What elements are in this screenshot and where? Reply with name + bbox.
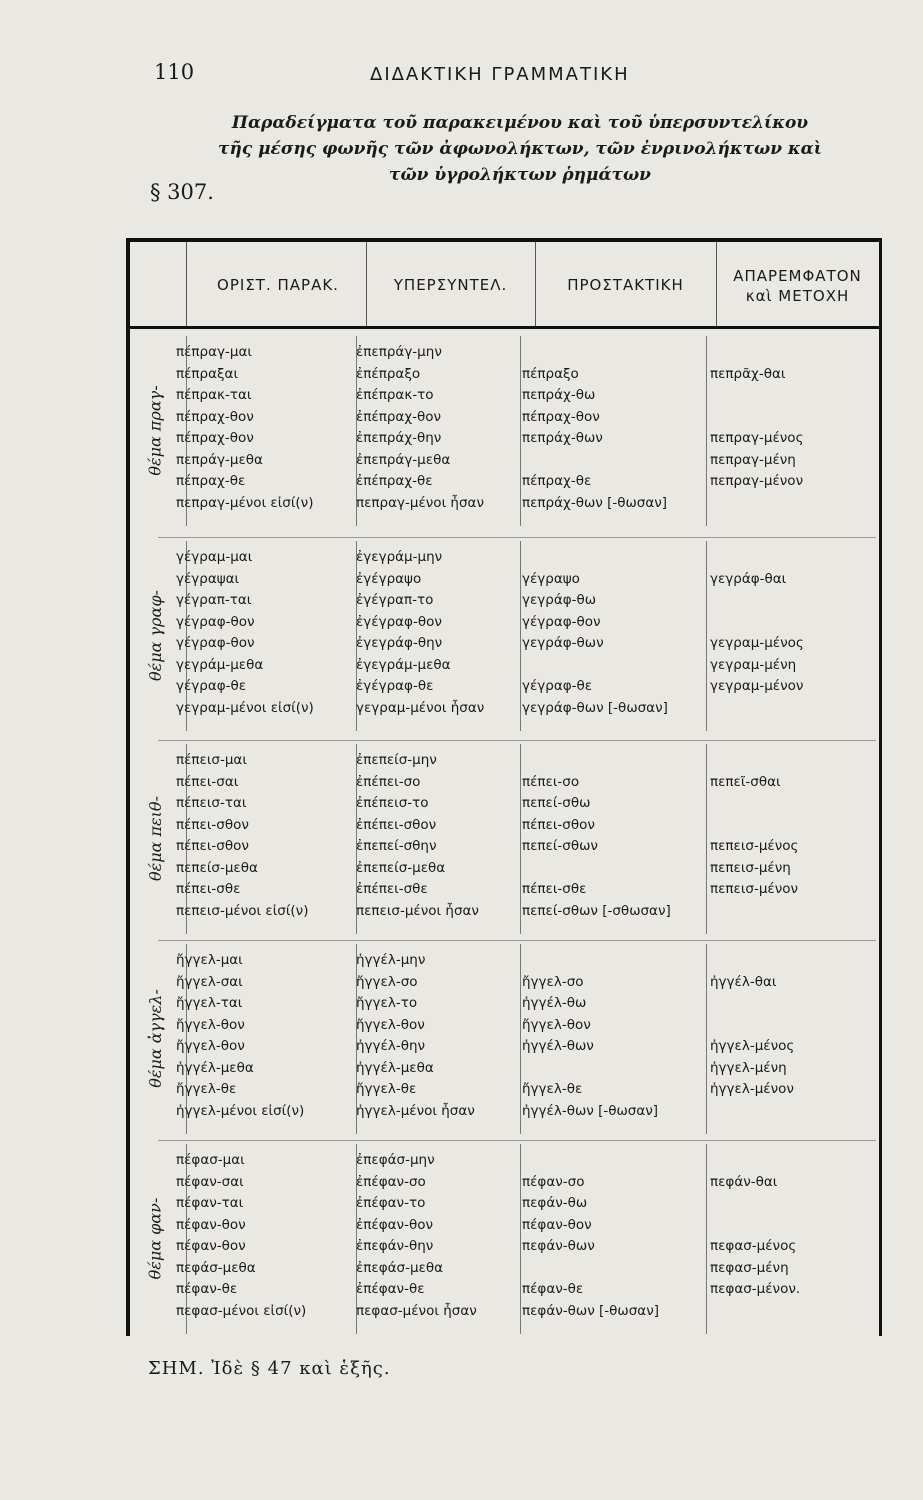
form-imperative: πέπει-σο — [522, 773, 580, 790]
form-perfect: πεπείσ-μεθα — [176, 859, 258, 876]
cell-imperative — [522, 950, 658, 1122]
form-infinitive: ἠγγελ-μένος — [710, 1038, 795, 1054]
header-infinitive-line2: καὶ ΜΕΤΟΧΗ — [745, 287, 850, 305]
form-pluperfect: ἐπέφαν-θον — [356, 1216, 433, 1233]
form-imperative: ἤγγελ-σο — [522, 973, 584, 990]
cell-pluperfect — [356, 342, 484, 514]
form-infinitive — [710, 950, 794, 972]
column-line — [706, 541, 707, 731]
form-pluperfect: ἐγεγράφ-θην — [356, 635, 443, 651]
form-infinitive — [710, 1015, 794, 1037]
cell-perfect — [176, 547, 314, 719]
form-infinitive — [710, 1150, 800, 1172]
form-infinitive: πεπραγ-μένη — [710, 451, 796, 468]
cell-perfect — [176, 342, 314, 514]
form-perfect: πέφαν-θον — [176, 1216, 246, 1233]
form-pluperfect: πεφασ-μένοι ἦσαν — [356, 1302, 477, 1319]
form-imperative: πεφάν-θω — [522, 1195, 588, 1211]
form-perfect: πεπεισ-μένοι εἰσί(ν) — [176, 902, 309, 919]
form-imperative: γεγράφ-θων — [522, 635, 604, 651]
form-perfect: πέφαν-ται — [176, 1195, 244, 1211]
form-imperative: ἤγγελ-θον — [522, 1016, 591, 1033]
column-line — [706, 1144, 707, 1334]
form-imperative: γεγράφ-θων [-θωσαν] — [522, 699, 668, 716]
block-separator — [158, 1140, 876, 1141]
stem-label — [136, 748, 174, 928]
form-imperative — [522, 750, 671, 772]
form-imperative: πεφάν-θων [-θωσαν] — [522, 1302, 660, 1319]
cell-imperative — [522, 342, 667, 514]
form-infinitive — [710, 1215, 800, 1237]
form-infinitive: γεγραμ-μένος — [710, 635, 804, 651]
form-infinitive: πεπεῖ-σθαι — [710, 773, 781, 790]
form-infinitive — [710, 1301, 800, 1323]
form-pluperfect: ἠγγέλ-θην — [356, 1038, 426, 1054]
form-pluperfect: ἐγεγράμ-μην — [356, 549, 443, 565]
form-perfect: πεπραγ-μένοι εἰσί(ν) — [176, 494, 314, 511]
form-infinitive: γεγραμ-μένον — [710, 678, 804, 694]
form-pluperfect: ἠγγελ-μένοι ἦσαν — [356, 1102, 475, 1119]
form-perfect: πέπραξαι — [176, 365, 239, 382]
form-pluperfect: ἐγέγραψο — [356, 570, 422, 587]
form-pluperfect: ἐγεγράμ-μεθα — [356, 656, 451, 673]
form-perfect: γέγραφ-θον — [176, 613, 255, 630]
title-line: τῆς μέσης φωνῆς τῶν ἀφωνολήκτων, τῶν ἐνρινολήκτων καὶ — [218, 139, 822, 159]
form-perfect: πέφαν-θε — [176, 1281, 238, 1297]
form-imperative: γέγραφ-θον — [522, 613, 601, 630]
form-perfect: πέπραγ-μαι — [176, 344, 252, 360]
title-line: τῶν ὑγρολήκτων ῥημάτων — [389, 165, 651, 185]
form-perfect: γέγραφ-θον — [176, 635, 255, 651]
cell-perfect — [176, 750, 308, 922]
form-infinitive — [710, 1193, 800, 1215]
form-perfect: ἤγγελ-σαι — [176, 973, 243, 990]
form-pluperfect: πεπραγ-μένοι ἦσαν — [356, 494, 484, 511]
form-perfect: πέπεισ-μαι — [176, 752, 247, 768]
stem-label — [136, 340, 174, 520]
form-infinitive — [710, 590, 804, 612]
form-infinitive: ἠγγέλ-θαι — [710, 973, 777, 990]
form-infinitive — [710, 1101, 794, 1123]
form-imperative: πεπράχ-θων — [522, 430, 603, 446]
form-pluperfect: ἐπέπεισ-το — [356, 795, 429, 811]
header-perfect: ΟΡΙΣΤ. ΠΑΡΑΚ. — [217, 276, 339, 294]
column-line — [520, 1144, 521, 1334]
form-perfect: πέπραχ-θε — [176, 473, 246, 489]
form-pluperfect: ἐπεπείσ-μεθα — [356, 859, 446, 876]
form-pluperfect: ἤγγελ-το — [356, 995, 418, 1011]
form-pluperfect: ἐπέφαν-θε — [356, 1281, 425, 1297]
form-perfect: γεγράμ-μεθα — [176, 656, 264, 673]
form-perfect: γέγραφ-θε — [176, 678, 247, 694]
form-infinitive: πεπεισ-μένον — [710, 881, 799, 897]
running-head: ΔΙΔΑΚΤΙΚΗ ΓΡΑΜΜΑΤΙΚΗ — [370, 64, 630, 85]
form-perfect: πέπει-σαι — [176, 773, 239, 790]
column-line — [520, 336, 521, 526]
form-imperative — [522, 342, 667, 364]
form-pluperfect: ἐπεπράχ-θην — [356, 430, 442, 446]
form-pluperfect: ἐπέπραχ-θον — [356, 408, 442, 425]
form-imperative — [522, 1258, 659, 1280]
column-line — [706, 336, 707, 526]
form-infinitive — [710, 815, 798, 837]
form-imperative: ἠγγέλ-θων [-θωσαν] — [522, 1102, 659, 1119]
cell-pluperfect — [356, 750, 479, 922]
form-infinitive: πεπραγ-μένον — [710, 473, 804, 489]
form-imperative: γέγραφ-θε — [522, 678, 593, 694]
form-perfect: πέπει-σθε — [176, 881, 241, 897]
form-pluperfect: ἐπέπει-σθον — [356, 816, 437, 833]
header-infinitive-line1: ΑΠΑΡΕΜΦΑΤΟΝ — [733, 267, 862, 285]
cell-infinitive — [710, 950, 794, 1122]
block-separator — [158, 740, 876, 741]
form-infinitive — [710, 901, 798, 923]
form-perfect: ἠγγέλ-μεθα — [176, 1059, 254, 1076]
stem-label-text: θέμα πραγ- — [145, 384, 165, 476]
form-imperative: πέπραξο — [522, 365, 579, 382]
column-line — [520, 744, 521, 934]
stem-label — [136, 948, 174, 1128]
form-perfect: πέφασ-μαι — [176, 1152, 245, 1168]
form-imperative: πεφάν-θων — [522, 1238, 595, 1254]
form-imperative: ἤγγελ-θε — [522, 1081, 583, 1097]
form-perfect: πέπραχ-θον — [176, 408, 254, 425]
form-imperative — [522, 858, 671, 880]
form-pluperfect: ἐπεφάσ-μεθα — [356, 1259, 443, 1276]
form-perfect: πέπεισ-ται — [176, 795, 247, 811]
form-infinitive: γεγραμ-μένη — [710, 656, 797, 673]
form-pluperfect: ἐπέπραχ-θε — [356, 473, 433, 489]
page-number: 110 — [154, 60, 195, 84]
form-perfect: πεφάσ-μεθα — [176, 1259, 256, 1276]
form-perfect: ἤγγελ-θον — [176, 1038, 245, 1054]
form-pluperfect: ἐπέπει-σο — [356, 773, 421, 790]
form-infinitive — [710, 750, 798, 772]
form-infinitive: πεφασ-μένον. — [710, 1281, 801, 1297]
form-perfect: ἤγγελ-θε — [176, 1081, 237, 1097]
cell-imperative — [522, 1150, 659, 1322]
form-imperative — [522, 450, 667, 472]
cell-infinitive — [710, 547, 804, 719]
form-imperative — [522, 655, 668, 677]
form-perfect: πέπρακ-ται — [176, 387, 252, 403]
form-imperative — [522, 1150, 659, 1172]
form-perfect: πέπραχ-θον — [176, 430, 254, 446]
form-infinitive — [710, 698, 804, 720]
form-pluperfect: ἐπέφαν-σο — [356, 1173, 426, 1190]
form-perfect: πέφαν-θον — [176, 1238, 246, 1254]
form-imperative — [522, 547, 668, 569]
header-imperative: ΠΡΟΣΤΑΚΤΙΚΗ — [567, 276, 684, 294]
cell-pluperfect — [356, 950, 475, 1122]
header-divider — [126, 326, 879, 329]
form-perfect: πέπει-σθον — [176, 816, 249, 833]
form-imperative: πέπει-σθε — [522, 881, 587, 897]
form-infinitive: πεφάν-θαι — [710, 1173, 778, 1190]
form-infinitive: ἠγγελ-μένον — [710, 1081, 794, 1097]
form-infinitive: ἠγγελ-μένη — [710, 1059, 787, 1076]
form-perfect: πέφαν-σαι — [176, 1173, 244, 1190]
form-pluperfect: ἤγγελ-σο — [356, 973, 418, 990]
form-imperative: πεπεί-σθων [-σθωσαν] — [522, 902, 671, 919]
form-imperative: πέπραχ-θε — [522, 473, 592, 489]
form-pluperfect: ἐπεπράγ-μην — [356, 344, 442, 360]
column-line — [520, 541, 521, 731]
form-infinitive — [710, 793, 798, 815]
form-infinitive — [710, 547, 804, 569]
form-infinitive: πεπραγ-μένος — [710, 430, 804, 446]
footnote: ΣΗΜ. Ἰδὲ § 47 καὶ ἑξῆς. — [148, 1358, 391, 1379]
cell-pluperfect — [356, 547, 484, 719]
form-infinitive — [710, 993, 794, 1015]
form-pluperfect: ἠγγέλ-μεθα — [356, 1059, 434, 1076]
header-infinitive — [716, 266, 879, 306]
form-perfect: γέγραπ-ται — [176, 592, 252, 608]
form-infinitive: πεφασ-μένη — [710, 1259, 789, 1276]
form-perfect: γεγραμ-μένοι εἰσί(ν) — [176, 699, 314, 716]
cell-infinitive — [710, 750, 798, 922]
form-infinitive: πεπρᾶχ-θαι — [710, 365, 786, 382]
form-pluperfect: ἠγγέλ-μην — [356, 952, 426, 968]
form-infinitive: πεπεισ-μένος — [710, 838, 799, 854]
form-imperative: γέγραψο — [522, 570, 580, 587]
form-imperative: πεπεί-σθω — [522, 795, 591, 811]
form-pluperfect: γεγραμ-μένοι ἦσαν — [356, 699, 485, 716]
form-pluperfect: ἐγέγραφ-θον — [356, 613, 442, 630]
form-imperative: πέπει-σθον — [522, 816, 595, 833]
form-imperative: πέφαν-θε — [522, 1281, 584, 1297]
form-pluperfect: ἐπεπεί-σθην — [356, 838, 437, 854]
cell-pluperfect — [356, 1150, 477, 1322]
form-pluperfect: ἐπεπράγ-μεθα — [356, 451, 451, 468]
form-perfect: ἤγγελ-ται — [176, 995, 243, 1011]
cell-perfect — [176, 1150, 306, 1322]
block-separator — [158, 537, 876, 538]
form-perfect: πεφασ-μένοι εἰσί(ν) — [176, 1302, 307, 1319]
cell-infinitive — [710, 342, 804, 514]
form-pluperfect: ἐπέπει-σθε — [356, 881, 428, 897]
form-infinitive — [710, 385, 804, 407]
form-imperative: πέπραχ-θον — [522, 408, 600, 425]
stem-label-text: θέμα γραφ- — [145, 589, 165, 681]
form-imperative — [522, 950, 658, 972]
form-perfect: ἤγγελ-μαι — [176, 952, 243, 968]
section-number: § 307. — [150, 180, 214, 204]
form-pluperfect: πεπεισ-μένοι ἦσαν — [356, 902, 479, 919]
form-imperative: ἠγγέλ-θων — [522, 1038, 594, 1054]
form-imperative: πεπράχ-θω — [522, 387, 596, 403]
form-infinitive — [710, 342, 804, 364]
header-pluperfect: ΥΠΕΡΣΥΝΤΕΛ. — [393, 276, 508, 294]
form-imperative: γεγράφ-θω — [522, 592, 597, 608]
form-infinitive — [710, 612, 804, 634]
form-pluperfect: ἐπεπείσ-μην — [356, 752, 437, 768]
stem-label-text: θέμα ἀγγελ- — [145, 988, 165, 1088]
form-pluperfect: ἤγγελ-θον — [356, 1016, 425, 1033]
stem-label-text: θέμα φαν- — [145, 1197, 165, 1279]
block-separator — [158, 940, 876, 941]
stem-label — [136, 545, 174, 725]
form-perfect: ἤγγελ-θον — [176, 1016, 245, 1033]
form-imperative: πέφαν-θον — [522, 1216, 592, 1233]
form-perfect: γέγραμ-μαι — [176, 549, 253, 565]
form-pluperfect: ἐπεφάσ-μην — [356, 1152, 435, 1168]
form-pluperfect: ἐπεφάν-θην — [356, 1238, 434, 1254]
cell-infinitive — [710, 1150, 800, 1322]
form-infinitive — [710, 493, 804, 515]
form-perfect: πεπράγ-μεθα — [176, 451, 263, 468]
form-pluperfect: ἐγέγραφ-θε — [356, 678, 434, 694]
form-imperative: πέφαν-σο — [522, 1173, 585, 1190]
form-pluperfect: ἐπέπρακ-το — [356, 387, 434, 403]
column-line — [706, 744, 707, 934]
form-pluperfect: ἤγγελ-θε — [356, 1081, 417, 1097]
cell-perfect — [176, 950, 304, 1122]
stem-label-text: θέμα πειθ- — [145, 795, 165, 881]
form-pluperfect: ἐπέπραξο — [356, 365, 421, 382]
title-block — [140, 110, 900, 188]
form-pluperfect: ἐγέγραπ-το — [356, 592, 434, 608]
form-imperative: ἠγγέλ-θω — [522, 995, 587, 1011]
form-infinitive: πεφασ-μένος — [710, 1238, 797, 1254]
cell-imperative — [522, 750, 671, 922]
form-infinitive: γεγράφ-θαι — [710, 570, 787, 587]
stem-label — [136, 1148, 174, 1328]
form-imperative — [522, 1058, 658, 1080]
header-col-line — [186, 242, 187, 326]
title-line: Παραδείγματα τοῦ παρακειμένου καὶ τοῦ ὑπερσυντελίκου — [231, 113, 809, 133]
form-imperative: πεπράχ-θων [-θωσαν] — [522, 494, 668, 511]
cell-imperative — [522, 547, 668, 719]
form-infinitive: πεπεισ-μένη — [710, 859, 791, 876]
column-line — [520, 944, 521, 1134]
form-imperative: πεπεί-σθων — [522, 838, 598, 854]
column-line — [706, 944, 707, 1134]
form-perfect: γέγραψαι — [176, 570, 240, 587]
form-perfect: πέπει-σθον — [176, 838, 249, 854]
form-pluperfect: ἐπέφαν-το — [356, 1195, 426, 1211]
form-infinitive — [710, 407, 804, 429]
form-perfect: ἠγγελ-μένοι εἰσί(ν) — [176, 1102, 305, 1119]
